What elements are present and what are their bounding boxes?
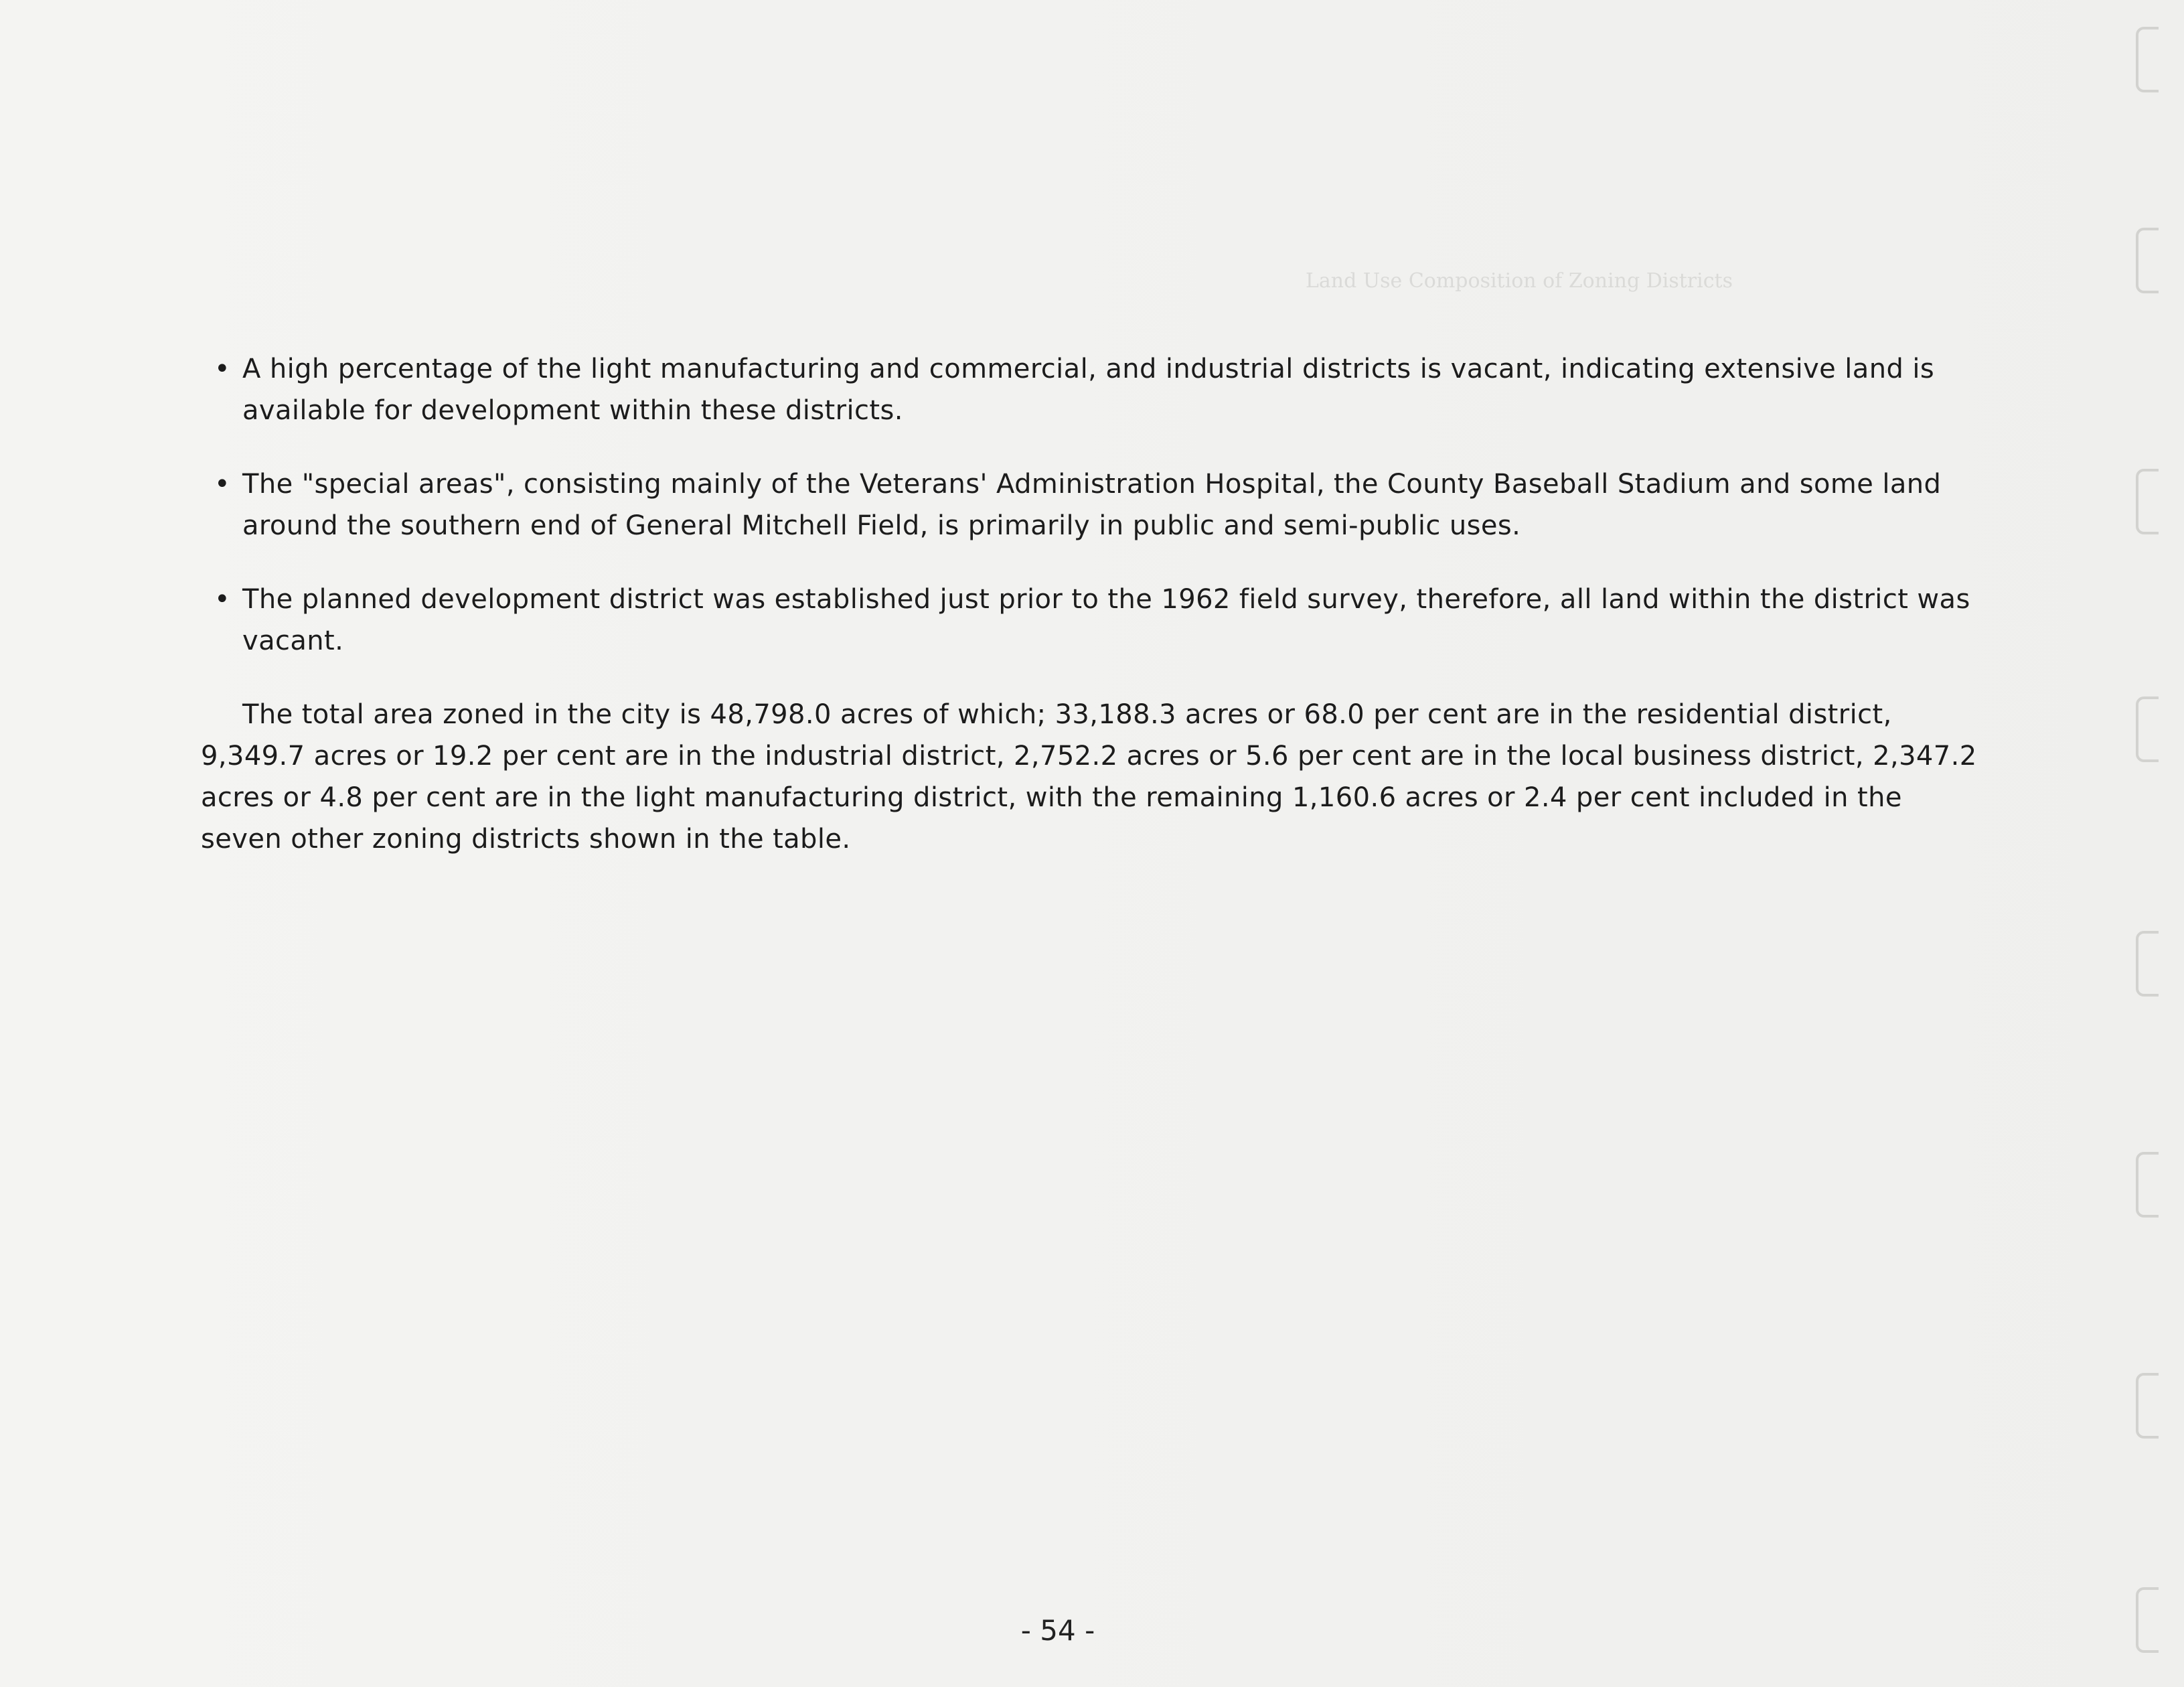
page-number: - 54 - — [1020, 1614, 1095, 1647]
bullet-item-special-areas — [201, 463, 1982, 546]
binder-hole-mark — [2136, 228, 2159, 293]
summary-paragraph: The total area zoned in the city is 48,798.0 acres of which; 33,188.3 acres or 68.0 per cent are in the residential district, 9,349.7 acres or 19.2 per cent are in the industrial district, 2,752.2 acres or 5.6 per cent are in the local business district, 2,347.2 acres or 4.8 per cent are in the light manufacturing district, with the remaining 1,160.6 acres or 2.4 per cent included in the seven other zoning districts shown in the table. — [201, 699, 1977, 855]
body-text — [201, 348, 1982, 860]
bullet-item-planned-development — [201, 579, 1982, 662]
binder-hole-mark — [2136, 931, 2159, 997]
binder-hole-mark — [2136, 469, 2159, 534]
bullet-text: The "special areas", consisting mainly of the Veterans' Administration Hospital, the County Baseball Stadium and some land around the southern end of General Mitchell Field, is primarily in public and semi-public uses. — [242, 469, 1942, 541]
binder-hole-mark — [2136, 1152, 2159, 1218]
binder-hole-mark — [2136, 27, 2159, 92]
bullet-dot-icon: • — [214, 354, 230, 384]
bullet-dot-icon: • — [214, 469, 230, 500]
binder-hole-mark — [2136, 1373, 2159, 1439]
bleed-through-heading: Land Use Composition of Zoning Districts — [1306, 269, 1733, 293]
bleed-through-text — [1306, 261, 1975, 301]
bullet-dot-icon: • — [214, 584, 230, 615]
bullet-item-vacant-districts — [201, 348, 1982, 431]
binder-hole-mark — [2136, 1587, 2159, 1653]
bullet-text: The planned development district was established just prior to the 1962 field survey, therefore, all land within the district was vacant. — [242, 584, 1970, 656]
bullet-text: A high percentage of the light manufacturing and commercial, and industrial districts is vacant, indicating extensive land is available for development within these districts. — [242, 354, 1935, 426]
binder-hole-mark — [2136, 696, 2159, 762]
